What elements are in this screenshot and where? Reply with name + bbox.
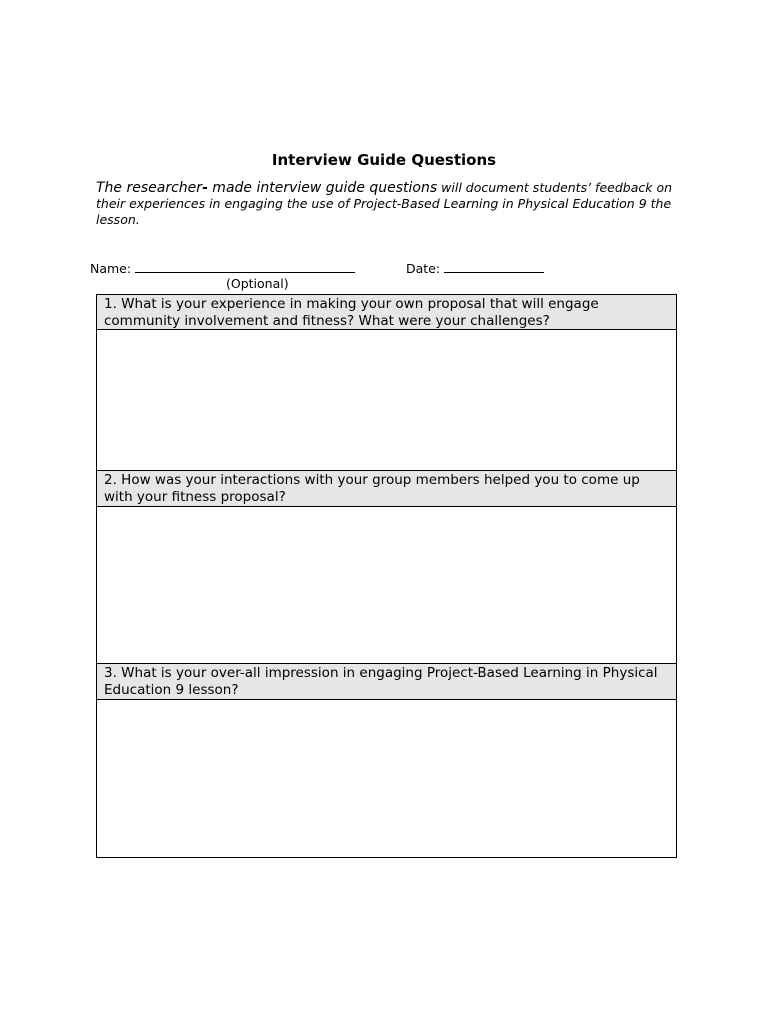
date-field-row (406, 261, 544, 276)
date-blank-line[interactable] (444, 262, 544, 273)
date-label: Date: (406, 261, 441, 276)
name-label: Name: (90, 261, 132, 276)
answer-2-space[interactable] (97, 507, 676, 664)
name-field-row (90, 261, 355, 276)
intro-body-text: will document students’ feedback on their experiences in engaging the use of Project-Based Learning in Physical Education 9 the lesson. (96, 180, 673, 227)
intro-paragraph (96, 180, 680, 228)
question-table (96, 294, 677, 858)
name-blank-line[interactable] (135, 262, 355, 273)
question-2-text: 2. How was your interactions with your group members helped you to come up with your fitness proposal? (97, 471, 676, 507)
optional-note: (Optional) (226, 276, 289, 291)
intro-lead-text: The researcher (96, 180, 203, 196)
intro-dash: - (202, 180, 208, 196)
question-1-text: 1. What is your experience in making your own proposal that will engage community involvement and fitness? What were your challenges? (97, 295, 676, 330)
intro-lead-text-2: made interview guide questions (207, 180, 438, 196)
answer-3-space[interactable] (97, 700, 676, 858)
page-title: Interview Guide Questions (271, 151, 497, 169)
question-3-text: 3. What is your over-all impression in engaging Project-Based Learning in Physical Education 9 lesson? (97, 664, 676, 700)
answer-1-space[interactable] (97, 330, 676, 471)
